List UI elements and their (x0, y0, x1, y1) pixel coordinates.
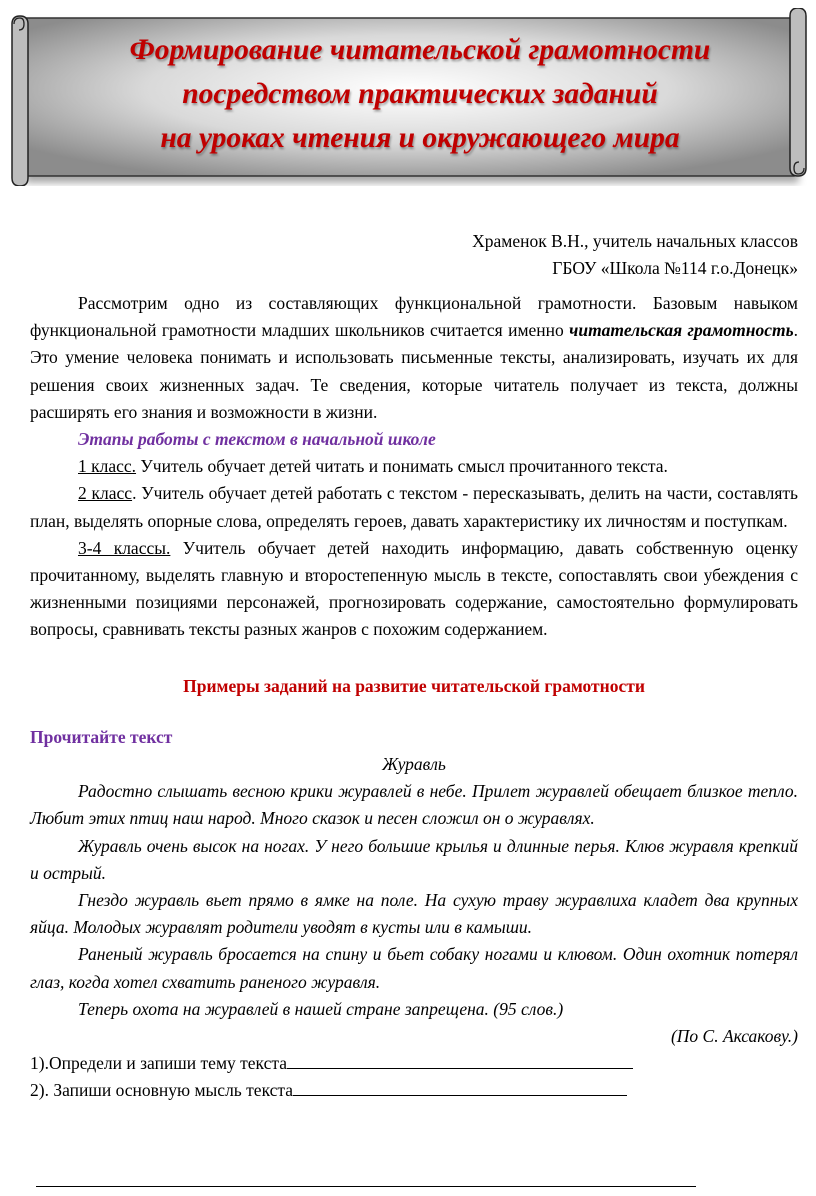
story-paragraph: Раненый журавль бросается на спину и бьет собаку ногами и клювом. Один охотник потерял глаз, когда хотел схватить раненого журавля. (30, 944, 798, 992)
stage-label: 1 класс. (78, 456, 137, 477)
banner-title-line: на уроках чтения и окружающего мира (160, 122, 680, 154)
answer-line (293, 1077, 627, 1096)
document-body (30, 290, 798, 1105)
story-text (30, 778, 798, 1050)
stage-label: 3-4 классы. (78, 537, 171, 558)
answer-line-full (36, 1186, 696, 1187)
story-paragraph: Журавль очень высок на ногах. У него большие крылья и длинные перья. Клюв журавля крепкий и острый. (30, 835, 798, 883)
intro-text-start: Рассмотрим одно из составляющих функциональной грамотности. Базовым навыком функциональной грамотности младших школьников считается именно (30, 293, 798, 341)
stages-heading: Этапы работы с текстом в начальной школе (78, 429, 436, 450)
author-block (472, 228, 798, 282)
intro-emphasis: читательская грамотность (569, 320, 794, 341)
task-2-text: 2). Запиши основную мысль текста (30, 1080, 294, 1101)
task-1 (30, 1050, 798, 1077)
story-paragraph: Радостно слышать весною крики журавлей в небе. Прилет журавлей обещает близкое тепло. Любит этих птиц наш народ. Много сказок и песен сложил он о журавлях. (30, 781, 798, 829)
author-name: Храменок В.Н., учитель начальных классов (472, 231, 798, 251)
stage-item (30, 480, 798, 534)
stage-text: Учитель обучает детей находить информацию, давать собственную оценку прочитанному, выделять главную и второстепенную мысль в тексте, сопоставлять свои убеждения с жизненными позициями персонажей, прогнозировать содержание, самостоятельно формулировать вопросы, сравнивать тексты разных жанров с похожим содержанием. (30, 537, 799, 640)
banner-title-line: Формирование читательской грамотности (129, 34, 711, 66)
title-banner (10, 8, 808, 186)
task-2 (30, 1077, 798, 1104)
stage-text: . Учитель обучает детей работать с текстом - пересказывать, делить на части, составлять план, выделять опорные слова, определять героев, давать характеристику их личностям и поступкам. (30, 483, 798, 531)
answer-line (287, 1050, 633, 1069)
banner-title-line: посредством практических заданий (182, 78, 658, 110)
story-paragraph: Теперь охота на журавлей в нашей стране запрещена. (95 слов.) (78, 998, 564, 1019)
story-title: Журавль (382, 754, 446, 775)
stage-item (30, 535, 798, 644)
banner-title (40, 28, 800, 160)
story-source: (По С. Аксакову.) (670, 1026, 798, 1047)
intro-text-end: . Это умение человека понимать и использовать письменные тексты, анализировать, изучать их для решения своих жизненных задач. Те сведения, которые читатель получает из текста, должны расширять его знания и возможности в жизни. (30, 320, 799, 422)
examples-heading: Примеры заданий на развитие читательской грамотности (183, 675, 645, 696)
stage-text: Учитель обучает детей читать и понимать смысл прочитанного текста. (136, 456, 668, 477)
task-1-text: 1).Определи и запиши тему текста (30, 1053, 288, 1074)
intro-paragraph (30, 290, 798, 426)
story-paragraph: Гнездо журавль вьет прямо в ямке на поле. На сухую траву журавлиха кладет два крупных яйца. Молодых журавлят родители уводят в кусты или в камыши. (30, 890, 798, 938)
read-heading: Прочитайте текст (30, 726, 173, 747)
stage-label: 2 класс (78, 483, 133, 504)
author-school: ГБОУ «Школа №114 г.о.Донецк» (552, 258, 798, 278)
stage-item (30, 453, 798, 480)
